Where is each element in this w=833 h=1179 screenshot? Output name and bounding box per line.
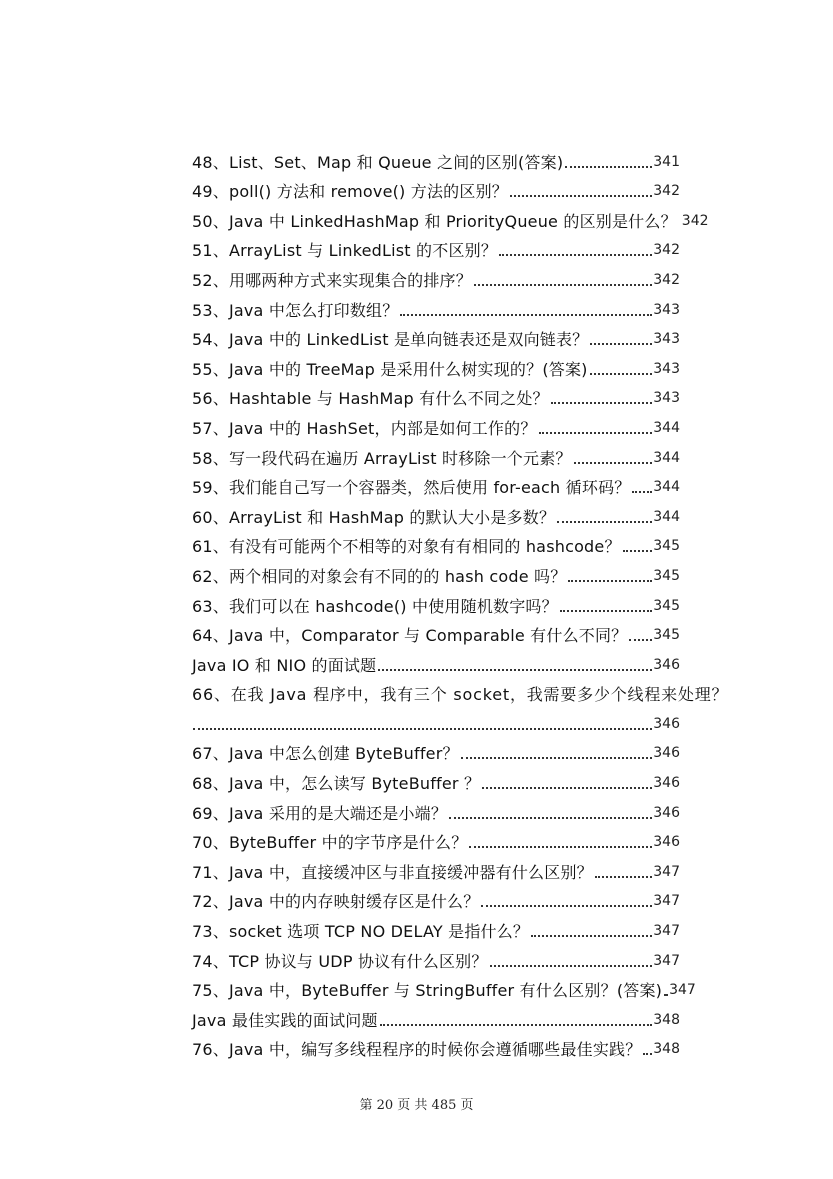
toc-entry-title: 52、用哪两种方式来实现集合的排序？ xyxy=(192,270,472,290)
toc-entry[interactable] xyxy=(192,735,680,765)
toc-entry-page: 342 xyxy=(653,183,680,200)
toc-entry-title: 66、在我 Java 程序中，我有三个 socket，我需要多少个线程来处理？ xyxy=(192,685,729,705)
toc-leader-dots xyxy=(400,314,652,316)
toc-entry-title: 73、socket 选项 TCP NO DELAY 是指什么？ xyxy=(192,922,530,942)
toc-entry-page: 343 xyxy=(653,360,680,377)
toc-leader-dots xyxy=(510,195,652,197)
toc-entry[interactable] xyxy=(192,350,680,380)
toc-entry[interactable] xyxy=(192,469,680,499)
toc-entry-page: 346 xyxy=(653,715,680,732)
toc-entry[interactable] xyxy=(192,853,680,883)
toc-entry-title: 61、有没有可能两个不相等的对象有有相同的 hashcode？ xyxy=(192,537,621,557)
toc-entry-page: 345 xyxy=(653,597,680,614)
toc-entry-page: 348 xyxy=(653,1011,680,1028)
toc-entry-title: 74、TCP 协议与 UDP 协议有什么区别？ xyxy=(192,951,488,971)
toc-entry-title: 51、ArrayList 与 LinkedList 的不区别？ xyxy=(192,241,498,261)
toc-entry-title: 62、两个相同的对象会有不同的的 hash code 吗？ xyxy=(192,566,567,586)
toc-leader-dots xyxy=(551,402,653,404)
toc-entry[interactable] xyxy=(192,321,680,351)
toc-entry[interactable] xyxy=(192,794,680,824)
toc-entry-title: 75、Java 中，ByteBuffer 与 StringBuffer 有什么区别？(答案) xyxy=(192,981,663,1001)
toc-leader-dots xyxy=(193,728,652,730)
toc-entry[interactable] xyxy=(192,498,680,528)
toc-entry[interactable] xyxy=(192,232,680,262)
toc-entry-page: 346 xyxy=(653,775,680,792)
toc-entry[interactable] xyxy=(192,528,680,558)
toc-entry-page: 344 xyxy=(653,479,680,496)
toc-entry[interactable] xyxy=(192,764,680,794)
toc-entry-page: 342 xyxy=(653,271,680,288)
toc-entry-page: 344 xyxy=(653,508,680,525)
toc-leader-dots xyxy=(461,757,653,759)
toc-entry-title: 58、写一段代码在遍历 ArrayList 时移除一个元素？ xyxy=(192,448,572,468)
toc-leader-dots xyxy=(380,1024,653,1026)
toc-entry-page: 345 xyxy=(653,538,680,555)
toc-section-heading[interactable] xyxy=(192,1001,680,1031)
toc-entry-title: 76、Java 中，编写多线程程序的时候你会遵循哪些最佳实践？ xyxy=(192,1040,642,1060)
toc-entry[interactable] xyxy=(192,202,709,232)
toc-entry-page: 347 xyxy=(669,982,696,999)
toc-entry-title: 56、Hashtable 与 HashMap 有什么不同之处？ xyxy=(192,389,549,409)
toc-leader-dots xyxy=(623,550,653,552)
toc-leader-dots xyxy=(474,284,652,286)
toc-entry-title: Java IO 和 NIO 的面试题 xyxy=(192,655,377,675)
toc-section-heading[interactable] xyxy=(192,646,680,676)
toc-entry-page: 345 xyxy=(653,627,680,644)
toc-entry[interactable] xyxy=(192,557,680,587)
toc-entry[interactable] xyxy=(192,587,680,617)
toc-entry-title: 53、Java 中怎么打印数组？ xyxy=(192,300,399,320)
toc-entry[interactable] xyxy=(192,912,680,942)
toc-leader-dots xyxy=(481,905,652,907)
toc-entry-title: 69、Java 采用的是大端还是小端？ xyxy=(192,803,448,823)
page-footer: 第 20 页 共 485 页 xyxy=(359,1098,474,1113)
toc-entry-page: 346 xyxy=(653,834,680,851)
toc-entry-page: 342 xyxy=(653,242,680,259)
toc-entry-title: 70、ByteBuffer 中的字节序是什么？ xyxy=(192,833,468,853)
toc-leader-dots xyxy=(632,491,652,493)
toc-leader-dots xyxy=(629,639,652,641)
toc-entry-title: 54、Java 中的 LinkedList 是单向链表还是双向链表？ xyxy=(192,330,589,350)
toc-entry-title: 60、ArrayList 和 HashMap 的默认大小是多数？ xyxy=(192,507,556,527)
toc-entry-page: 343 xyxy=(653,301,680,318)
toc-entry-page: 347 xyxy=(653,893,680,910)
toc-entry[interactable] xyxy=(192,942,680,972)
toc-entry[interactable] xyxy=(192,143,680,173)
toc-entry-page: 345 xyxy=(653,567,680,584)
toc-entry[interactable] xyxy=(192,1031,680,1061)
toc-entry-title: 49、poll() 方法和 remove() 方法的区别？ xyxy=(192,182,508,202)
table-of-contents xyxy=(192,143,729,1060)
toc-entry[interactable] xyxy=(192,261,680,291)
toc-entry-page: 341 xyxy=(653,153,680,170)
toc-entry[interactable] xyxy=(192,380,680,410)
toc-leader-dots xyxy=(469,846,652,848)
toc-leader-dots xyxy=(643,1053,652,1055)
toc-leader-dots xyxy=(568,580,652,582)
toc-entry-title: 64、Java 中，Comparator 与 Comparable 有什么不同？ xyxy=(192,626,628,646)
toc-entry[interactable] xyxy=(192,676,729,706)
toc-entry-continuation[interactable] xyxy=(192,705,680,735)
toc-leader-dots xyxy=(560,610,652,612)
toc-leader-dots xyxy=(449,817,652,819)
toc-entry-page: 347 xyxy=(653,952,680,969)
toc-leader-dots xyxy=(557,521,652,523)
toc-entry[interactable] xyxy=(192,972,696,1002)
toc-entry[interactable] xyxy=(192,173,680,203)
toc-entry-page: 344 xyxy=(653,419,680,436)
toc-entry-page: 347 xyxy=(653,923,680,940)
toc-leader-dots xyxy=(539,432,653,434)
toc-entry-title: 50、Java 中 LinkedHashMap 和 PriorityQueue 的区别是什么？ xyxy=(192,211,677,231)
toc-leader-dots xyxy=(482,787,652,789)
toc-entry-page: 346 xyxy=(653,656,680,673)
toc-leader-dots xyxy=(664,994,668,996)
toc-entry[interactable] xyxy=(192,439,680,469)
toc-entry-page: 344 xyxy=(653,449,680,466)
toc-entry-title: 48、List、Set、Map 和 Queue 之间的区别(答案) xyxy=(192,152,564,172)
toc-entry[interactable] xyxy=(192,824,680,854)
toc-entry-page: 346 xyxy=(653,745,680,762)
toc-leader-dots xyxy=(574,462,653,464)
toc-leader-dots xyxy=(490,965,653,967)
toc-entry[interactable] xyxy=(192,409,680,439)
toc-entry[interactable] xyxy=(192,883,680,913)
toc-entry-title: 63、我们可以在 hashcode() 中使用随机数字吗？ xyxy=(192,596,558,616)
toc-leader-dots xyxy=(595,876,652,878)
toc-entry-title: 55、Java 中的 TreeMap 是采用什么树实现的？(答案) xyxy=(192,359,588,379)
toc-leader-dots xyxy=(378,669,652,671)
toc-entry-page: 346 xyxy=(653,804,680,821)
toc-entry-page: 348 xyxy=(653,1041,680,1058)
toc-entry-page: 342 xyxy=(681,212,709,229)
toc-entry[interactable] xyxy=(192,617,680,647)
toc-entry-title: 59、我们能自己写一个容器类，然后使用 for-each 循环码？ xyxy=(192,478,631,498)
toc-entry-page: 343 xyxy=(653,390,680,407)
toc-entry-page: 343 xyxy=(653,331,680,348)
toc-entry-title: 72、Java 中的内存映射缓存区是什么？ xyxy=(192,892,480,912)
toc-entry-title: 67、Java 中怎么创建 ByteBuffer？ xyxy=(192,744,459,764)
toc-leader-dots xyxy=(590,343,652,345)
toc-entry-title: 57、Java 中的 HashSet，内部是如何工作的？ xyxy=(192,418,537,438)
toc-entry[interactable] xyxy=(192,291,680,321)
toc-entry-page: 347 xyxy=(653,863,680,880)
toc-entry-title: 68、Java 中，怎么读写 ByteBuffer ？ xyxy=(192,774,481,794)
toc-leader-dots xyxy=(499,254,652,256)
toc-leader-dots xyxy=(565,166,652,168)
toc-leader-dots xyxy=(590,373,653,375)
toc-entry-title: 71、Java 中，直接缓冲区与非直接缓冲器有什么区别？ xyxy=(192,862,593,882)
toc-entry-title: Java 最佳实践的面试问题 xyxy=(192,1010,378,1030)
toc-leader-dots xyxy=(531,935,652,937)
